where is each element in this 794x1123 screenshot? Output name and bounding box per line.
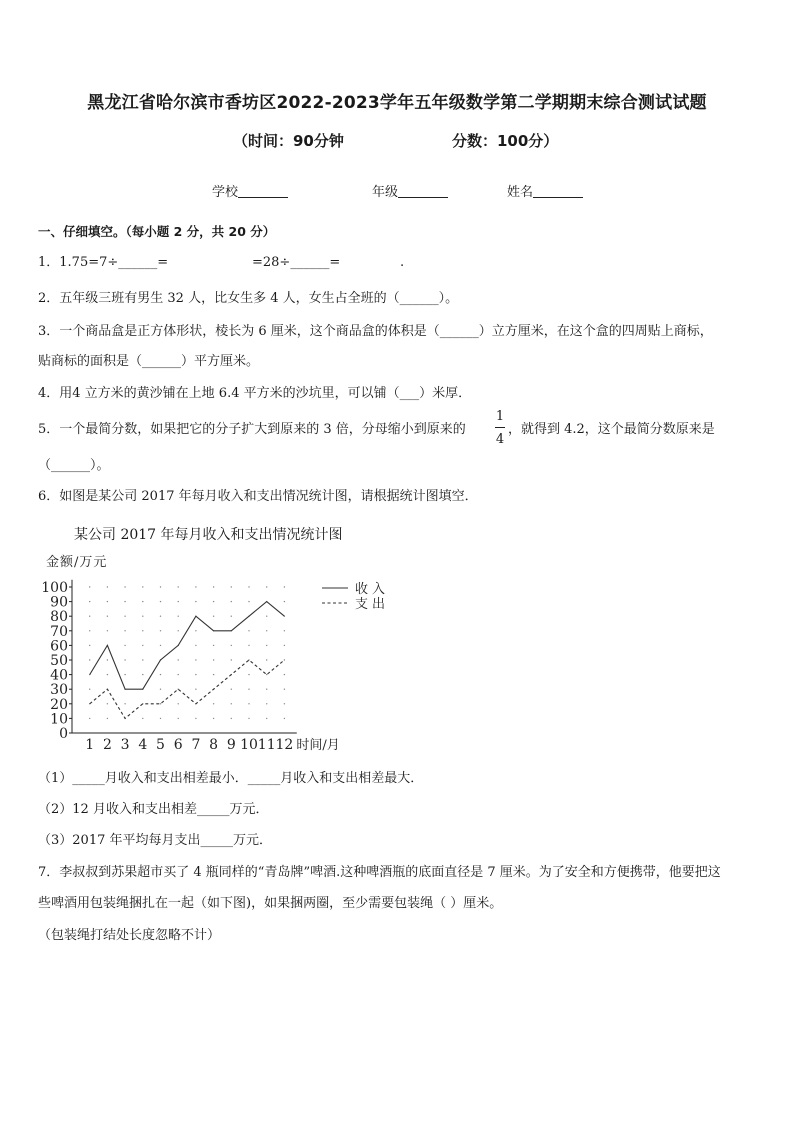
grade-blank xyxy=(398,185,448,198)
x-axis-label: 时间/月 xyxy=(296,738,340,753)
fraction-bar xyxy=(495,427,505,428)
series-line-expense xyxy=(90,660,285,718)
grid-dot xyxy=(89,659,90,660)
grid-dot xyxy=(231,703,232,704)
grid-dot xyxy=(107,659,108,660)
x-tick-label: 8 xyxy=(209,737,219,753)
question-5-line1b: ，就得到 4.2，这个最简分数原来是 xyxy=(508,422,715,437)
grid-dot xyxy=(107,601,108,602)
grid-dot xyxy=(160,703,161,704)
exam-time: （时间：90分钟 xyxy=(233,132,344,150)
grid-dot xyxy=(107,630,108,631)
grid-dot xyxy=(142,659,143,660)
grid-dot xyxy=(213,616,214,617)
question-6: 6．如图是某公司 2017 年每月收入和支出情况统计图，请根据统计图填空． xyxy=(38,489,478,504)
y-tick-label: 100 xyxy=(41,580,68,596)
y-tick-label: 90 xyxy=(50,594,68,611)
y-axis-label: 金额/万元 xyxy=(46,555,108,570)
x-tick-label: 9 xyxy=(226,737,236,753)
question-6-2: （2）12 月收入和支出相差_____万元． xyxy=(38,802,269,817)
grid-dot xyxy=(231,718,232,719)
grid-dot xyxy=(284,674,285,675)
grid-dot xyxy=(107,718,108,719)
grid-dot xyxy=(231,689,232,690)
question-7-line2: 些啤酒用包装绳捆扎在一起（如下图)，如果捆两圈，至少需要包装绳（ ）厘米。 xyxy=(38,896,503,911)
grid-dot xyxy=(266,703,267,704)
school-field xyxy=(212,181,288,200)
grid-dot xyxy=(178,659,179,660)
grid-dot xyxy=(266,689,267,690)
grid-dot xyxy=(248,630,249,631)
grid-dot xyxy=(195,689,196,690)
question-7-line1: 7．李叔叔到苏果超市买了 4 瓶同样的“青岛牌”啤酒.这种啤酒瓶的底面直径是 7 厘米。为了安全和方便携带，他要把这 xyxy=(38,865,721,880)
x-tick-label: 1 xyxy=(85,737,95,753)
grid-dot xyxy=(160,718,161,719)
grid-dot xyxy=(231,586,232,587)
school-label: 学校 xyxy=(212,185,239,200)
grid-dot xyxy=(160,689,161,690)
grid-dot xyxy=(231,601,232,602)
grid-dot xyxy=(89,630,90,631)
question-3-line2: 贴商标的面积是（______）平方厘米。 xyxy=(38,354,260,369)
grid-dot xyxy=(89,689,90,690)
grid-dot xyxy=(178,586,179,587)
grid-dot xyxy=(89,601,90,602)
grid-dot xyxy=(178,718,179,719)
grid-dot xyxy=(124,630,125,631)
grid-dot xyxy=(195,586,196,587)
x-tick-label: 10 xyxy=(240,737,258,753)
grid-dot xyxy=(284,659,285,660)
grid-dot xyxy=(266,645,267,646)
grid-dot xyxy=(248,601,249,602)
question-4: 4．用4 立方米的黄沙铺在上地 6.4 平方米的沙坑里，可以铺（___）米厚． xyxy=(38,386,472,401)
exam-score: 分数：100分） xyxy=(452,132,559,150)
question-6-1: （1）_____月收入和支出相差最小．_____月收入和支出相差最大． xyxy=(38,771,424,786)
section1-heading: 一、仔细填空。（每小题 2 分，共 20 分） xyxy=(38,224,276,239)
grid-dot xyxy=(107,674,108,675)
page-title: 黑龙江省哈尔滨市香坊区2022-2023学年五年级数学第二学期期末综合测试试题 xyxy=(87,93,707,113)
y-tick-label: 50 xyxy=(50,653,68,669)
grid-dot xyxy=(178,601,179,602)
series-line-income xyxy=(90,602,285,690)
y-tick-label: 80 xyxy=(50,609,68,626)
grid-dot xyxy=(195,674,196,675)
grid-dot xyxy=(213,703,214,704)
grid-dot xyxy=(124,616,125,617)
grade-field xyxy=(372,181,448,200)
grid-dot xyxy=(178,674,179,675)
grid-dot xyxy=(160,586,161,587)
question-5-line2: （______）。 xyxy=(38,458,110,473)
grid-dot xyxy=(89,586,90,587)
name-blank xyxy=(533,185,583,198)
grid-dot xyxy=(248,674,249,675)
grid-dot xyxy=(284,645,285,646)
grid-dot xyxy=(124,674,125,675)
y-tick-label: 0 xyxy=(59,726,68,742)
grid-dot xyxy=(213,645,214,646)
grid-dot xyxy=(195,659,196,660)
y-tick-label: 30 xyxy=(50,682,68,699)
y-tick-label: 70 xyxy=(50,623,68,640)
question-1a: 1．1.75=7÷______= xyxy=(38,255,169,270)
grid-dot xyxy=(213,586,214,587)
grid-dot xyxy=(178,703,179,704)
grid-dot xyxy=(178,630,179,631)
grid-dot xyxy=(178,616,179,617)
name-field xyxy=(507,181,583,200)
legend-label: 支出 xyxy=(355,597,390,612)
x-tick-label: 11 xyxy=(257,737,276,753)
grid-dot xyxy=(248,645,249,646)
grid-dot xyxy=(195,601,196,602)
grid-dot xyxy=(142,718,143,719)
grid-dot xyxy=(248,703,249,704)
grid-dot xyxy=(142,630,143,631)
question-7-note: （包装绳打结处长度忽略不计） xyxy=(38,928,221,943)
grid-dot xyxy=(142,674,143,675)
grid-dot xyxy=(124,645,125,646)
grid-dot xyxy=(89,645,90,646)
grid-dot xyxy=(231,645,232,646)
grid-dot xyxy=(284,630,285,631)
grid-dot xyxy=(266,586,267,587)
grid-dot xyxy=(284,601,285,602)
grid-dot xyxy=(107,586,108,587)
y-tick-label: 60 xyxy=(50,638,68,655)
y-tick-label: 20 xyxy=(50,696,68,713)
grid-dot xyxy=(160,601,161,602)
grid-dot xyxy=(124,703,125,704)
grid-dot xyxy=(160,645,161,646)
grid-dot xyxy=(266,630,267,631)
grid-dot xyxy=(266,659,267,660)
grid-dot xyxy=(107,703,108,704)
grid-dot xyxy=(248,718,249,719)
grid-dot xyxy=(213,601,214,602)
grid-dot xyxy=(266,674,267,675)
grid-dot xyxy=(266,718,267,719)
grade-label: 年级 xyxy=(372,185,399,200)
grid-dot xyxy=(89,718,90,719)
x-tick-label: 7 xyxy=(191,737,201,753)
chart-title: 某公司 2017 年每月收入和支出情况统计图 xyxy=(74,527,343,543)
name-label: 姓名 xyxy=(507,185,534,200)
grid-dot xyxy=(195,645,196,646)
x-tick-label: 3 xyxy=(120,737,130,753)
legend-label: 收入 xyxy=(355,582,390,597)
grid-dot xyxy=(284,703,285,704)
grid-dot xyxy=(89,616,90,617)
grid-dot xyxy=(160,616,161,617)
question-1c: . xyxy=(400,255,405,270)
grid-dot xyxy=(142,645,143,646)
grid-dot xyxy=(195,718,196,719)
grid-dot xyxy=(248,689,249,690)
grid-dot xyxy=(284,586,285,587)
school-blank xyxy=(238,185,288,198)
question-3-line1: 3．一个商品盒是正方体形状，棱长为 6 厘米，这个商品盒的体积是（______）立方厘米，在这个盒的四周贴上商标， xyxy=(38,324,713,339)
grid-dot xyxy=(142,616,143,617)
grid-dot xyxy=(231,659,232,660)
grid-dot xyxy=(142,586,143,587)
fraction-denominator: 4 xyxy=(495,432,505,447)
income-expense-line-chart xyxy=(30,548,410,760)
grid-dot xyxy=(213,659,214,660)
question-5-line1a: 5．一个最简分数，如果把它的分子扩大到原来的 3 倍，分母缩小到原来的 xyxy=(38,422,466,437)
grid-dot xyxy=(124,586,125,587)
question-6-3: （3）2017 年平均每月支出_____万元． xyxy=(38,833,272,848)
question-2: 2．五年级三班有男生 32 人，比女生多 4 人，女生占全班的（______）。 xyxy=(38,291,459,306)
grid-dot xyxy=(284,718,285,719)
x-tick-label: 4 xyxy=(138,737,148,753)
x-tick-label: 2 xyxy=(102,737,112,753)
grid-dot xyxy=(284,689,285,690)
question-1b: =28÷______= xyxy=(252,255,341,270)
x-tick-label: 5 xyxy=(156,737,165,753)
grid-dot xyxy=(124,659,125,660)
x-tick-label: 6 xyxy=(173,737,183,753)
fraction-numerator: 1 xyxy=(495,409,505,424)
grid-dot xyxy=(213,718,214,719)
grid-dot xyxy=(231,616,232,617)
y-tick-label: 10 xyxy=(50,711,68,728)
grid-dot xyxy=(160,630,161,631)
grid-dot xyxy=(266,616,267,617)
grid-dot xyxy=(160,674,161,675)
grid-dot xyxy=(195,630,196,631)
grid-dot xyxy=(107,616,108,617)
y-tick-label: 40 xyxy=(50,667,68,684)
grid-dot xyxy=(213,674,214,675)
grid-dot xyxy=(248,586,249,587)
grid-dot xyxy=(142,601,143,602)
grid-dot xyxy=(124,601,125,602)
x-tick-label: 12 xyxy=(275,737,294,753)
